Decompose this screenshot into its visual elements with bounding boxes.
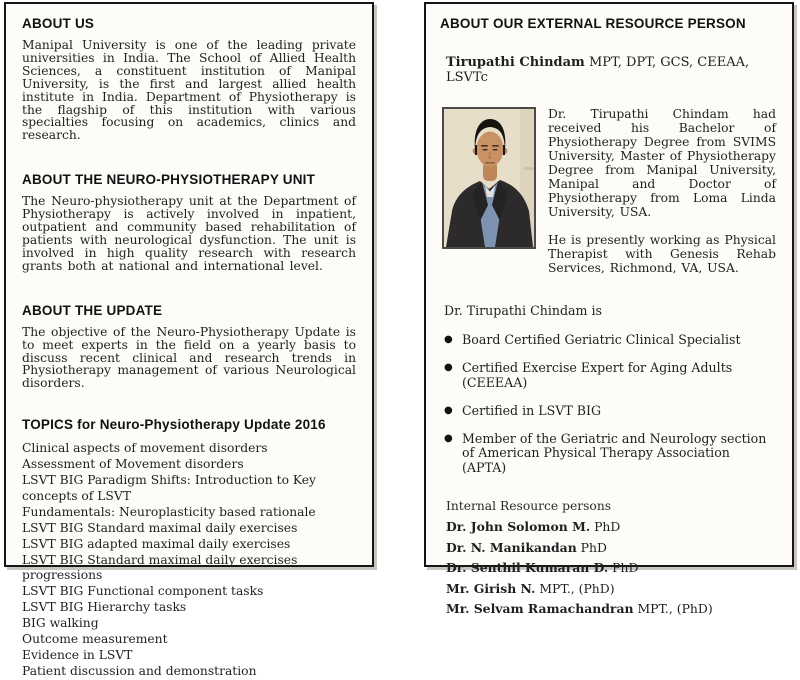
neuro-unit-paragraph: The Neuro-physiotherapy unit at the Department of Physiotherapy is actively involved in inpatient, outpatient and community based rehabilitation of patients with neurological dysfunction. The unit is involved in high quality research with research grants both at national and international level. xyxy=(22,194,356,273)
bio-paragraph-2: He is presently working as Physical Therapist with Genesis Rehab Services, Richmond, VA, USA. xyxy=(548,233,776,275)
topic-item: BIG walking xyxy=(22,616,99,631)
heading-neuro-physiotherapy-unit: ABOUT THE NEURO-PHYSIOTHERAPY UNIT xyxy=(22,172,316,188)
bullet-icon: ● xyxy=(444,362,453,373)
heading-about-the-update: ABOUT THE UPDATE xyxy=(22,302,163,318)
person-row xyxy=(446,582,776,595)
credential-text: Board Certified Geriatric Clinical Specialist xyxy=(462,332,741,347)
topic-item: Assessment of Movement disorders xyxy=(22,457,244,472)
credential-text: Member of the Geriatric and Neurology section of American Physical Therapy Association (APTA) xyxy=(462,430,767,475)
internal-person-suffix: MPT., (PhD) xyxy=(637,601,713,616)
topic-item: Fundamentals: Neuroplasticity based rationale xyxy=(22,504,316,519)
bullet-icon: ● xyxy=(444,334,453,345)
about-us-paragraph: Manipal University is one of the leading private universities in India. The School of Allied Health Sciences, a constituent institution of Manipal University, is the first and largest allied health institute in India. Department of Physiotherapy is the flagship of this institution with various specialties focusing on academics, clinics and research. xyxy=(22,38,356,143)
topic-item: Evidence in LSVT xyxy=(22,648,133,662)
internal-person-name: Mr. Selvam Ramachandran xyxy=(446,601,634,616)
person-name-line xyxy=(446,55,776,85)
person-row xyxy=(446,561,776,574)
internal-person-suffix: PhD xyxy=(594,519,621,534)
internal-person-name: Dr. N. Manikandan xyxy=(446,539,577,555)
internal-person-suffix: PhD xyxy=(612,560,639,575)
internal-person-suffix: PhD xyxy=(580,539,607,555)
internal-person-suffix: MPT., (PhD) xyxy=(539,580,615,596)
bio-paragraph-1: Dr. Tirupathi Chindam had received his Bachelor of Physiotherapy Degree from SVIMS University, Master of Physiotherapy Degree from Manipal University, Manipal and Doctor of Physiotherapy from Loma Linda University, USA. xyxy=(548,107,776,219)
internal-people-list xyxy=(446,520,776,615)
credential-item xyxy=(444,361,776,390)
heading-external-resource-person: ABOUT OUR EXTERNAL RESOURCE PERSON xyxy=(440,16,746,31)
credentials-list xyxy=(444,333,776,475)
topic-item: LSVT BIG adapted maximal daily exercises xyxy=(22,536,291,551)
person-name: Tirupathi Chindam xyxy=(446,55,585,70)
internal-person-name: Mr. Girish N. xyxy=(446,580,536,596)
right-panel xyxy=(424,2,794,616)
topic-item: LSVT BIG Hierarchy tasks xyxy=(22,600,187,615)
person-credentials: MPT, DPT, GCS, CEEAA, LSVTc xyxy=(446,55,750,85)
topic-item: Outcome measurement xyxy=(22,632,168,647)
bio-text xyxy=(548,107,776,275)
topics-list xyxy=(22,441,356,680)
credential-text: Certified Exercise Expert for Aging Adults (CEEEAA) xyxy=(462,360,733,390)
credentials-intro-line: Dr. Tirupathi Chindam is xyxy=(444,303,602,318)
person-row xyxy=(446,541,776,554)
topic-item: LSVT BIG Standard maximal daily exercises xyxy=(22,520,298,535)
credential-item xyxy=(444,404,776,419)
internal-person-name: Dr. Senthil Kumaran D. xyxy=(446,560,609,575)
credential-item xyxy=(444,333,776,348)
internal-person-name: Dr. John Solomon M. xyxy=(446,519,591,534)
person-portrait-illustration xyxy=(444,109,534,247)
person-photo xyxy=(442,107,536,249)
topic-item: Clinical aspects of movement disorders xyxy=(22,441,268,456)
person-row xyxy=(446,602,776,615)
topic-item: LSVT BIG Paradigm Shifts: Introduction to Key concepts of LSVT xyxy=(22,473,316,503)
credential-item xyxy=(444,432,776,476)
person-row xyxy=(446,520,776,533)
about-update-paragraph: The objective of the Neuro-Physiotherapy Update is to meet experts in the field on a yearly basis to discuss recent clinical and research trends in Physiotherapy management of various Neurological disorders. xyxy=(22,324,356,391)
internal-resource-heading: Internal Resource persons xyxy=(446,499,612,513)
heading-about-us: ABOUT US xyxy=(22,16,95,31)
bullet-icon: ● xyxy=(444,432,453,444)
topic-item: LSVT BIG Functional component tasks xyxy=(22,584,264,599)
left-panel xyxy=(4,2,374,678)
bullet-icon: ● xyxy=(444,404,453,416)
topic-item: LSVT BIG Standard maximal daily exercises progressions xyxy=(22,552,298,583)
bio-row xyxy=(440,107,776,275)
heading-topics: TOPICS for Neuro-Physiotherapy Update 2016 xyxy=(22,417,326,433)
credential-text: Certified in LSVT BIG xyxy=(462,402,602,418)
topic-item: Patient discussion and demonstration xyxy=(22,663,257,678)
